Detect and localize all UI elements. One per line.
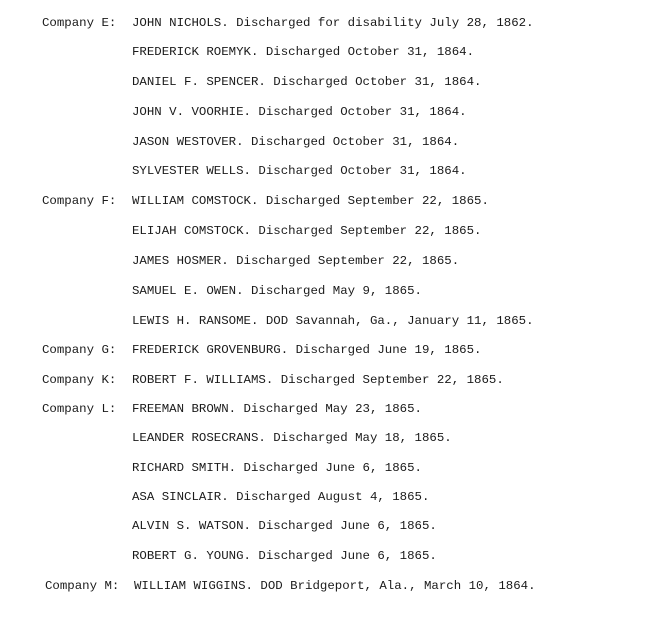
roster-row	[0, 399, 650, 419]
roster-row	[0, 370, 650, 390]
soldier-entry: LEANDER ROSECRANS. Discharged May 18, 1865.	[132, 431, 452, 445]
roster-row	[0, 281, 650, 301]
soldier-entry: ALVIN S. WATSON. Discharged June 6, 1865.	[132, 519, 437, 533]
soldier-entry: DANIEL F. SPENCER. Discharged October 31, 1864.	[132, 75, 482, 89]
soldier-entry: JOHN V. VOORHIE. Discharged October 31, 1864.	[132, 105, 467, 119]
roster-row	[0, 161, 650, 181]
soldier-entry: ROBERT G. YOUNG. Discharged June 6, 1865.	[132, 549, 437, 563]
roster-row	[0, 458, 650, 478]
company-label: Company E:	[42, 16, 117, 30]
soldier-entry: SYLVESTER WELLS. Discharged October 31, 1864.	[132, 164, 467, 178]
roster-row	[0, 42, 650, 62]
soldier-entry: WILLIAM COMSTOCK. Discharged September 22, 1865.	[132, 194, 489, 208]
roster-row	[0, 516, 650, 536]
roster-row	[0, 428, 650, 448]
roster-row	[0, 340, 650, 360]
soldier-entry: JASON WESTOVER. Discharged October 31, 1864.	[132, 135, 460, 149]
soldier-entry: ELIJAH COMSTOCK. Discharged September 22, 1865.	[132, 224, 482, 238]
company-label: Company L:	[42, 402, 117, 416]
roster-row	[0, 72, 650, 92]
soldier-entry: FREEMAN BROWN. Discharged May 23, 1865.	[132, 402, 422, 416]
company-label: Company G:	[42, 343, 117, 357]
roster-row	[0, 546, 650, 566]
soldier-entry: WILLIAM WIGGINS. DOD Bridgeport, Ala., March 10, 1864.	[134, 579, 536, 593]
roster-row	[0, 311, 650, 331]
soldier-entry: ASA SINCLAIR. Discharged August 4, 1865.	[132, 490, 430, 504]
soldier-entry: JOHN NICHOLS. Discharged for disability July 28, 1862.	[132, 16, 534, 30]
roster-row	[0, 132, 650, 152]
roster-row	[0, 191, 650, 211]
soldier-entry: RICHARD SMITH. Discharged June 6, 1865.	[132, 461, 422, 475]
soldier-entry: FREDERICK ROEMYK. Discharged October 31, 1864.	[132, 45, 475, 59]
soldier-entry: ROBERT F. WILLIAMS. Discharged September 22, 1865.	[132, 373, 504, 387]
roster-row	[0, 221, 650, 241]
roster-row	[0, 102, 650, 122]
company-label: Company K:	[42, 373, 117, 387]
roster-row	[0, 251, 650, 271]
roster-row	[0, 13, 650, 33]
company-label: Company M:	[45, 579, 120, 593]
soldier-entry: LEWIS H. RANSOME. DOD Savannah, Ga., January 11, 1865.	[132, 314, 534, 328]
soldier-entry: JAMES HOSMER. Discharged September 22, 1865.	[132, 254, 460, 268]
company-label: Company F:	[42, 194, 117, 208]
roster-row	[0, 487, 650, 507]
soldier-entry: SAMUEL E. OWEN. Discharged May 9, 1865.	[132, 284, 422, 298]
roster-row	[0, 576, 650, 596]
soldier-entry: FREDERICK GROVENBURG. Discharged June 19, 1865.	[132, 343, 482, 357]
